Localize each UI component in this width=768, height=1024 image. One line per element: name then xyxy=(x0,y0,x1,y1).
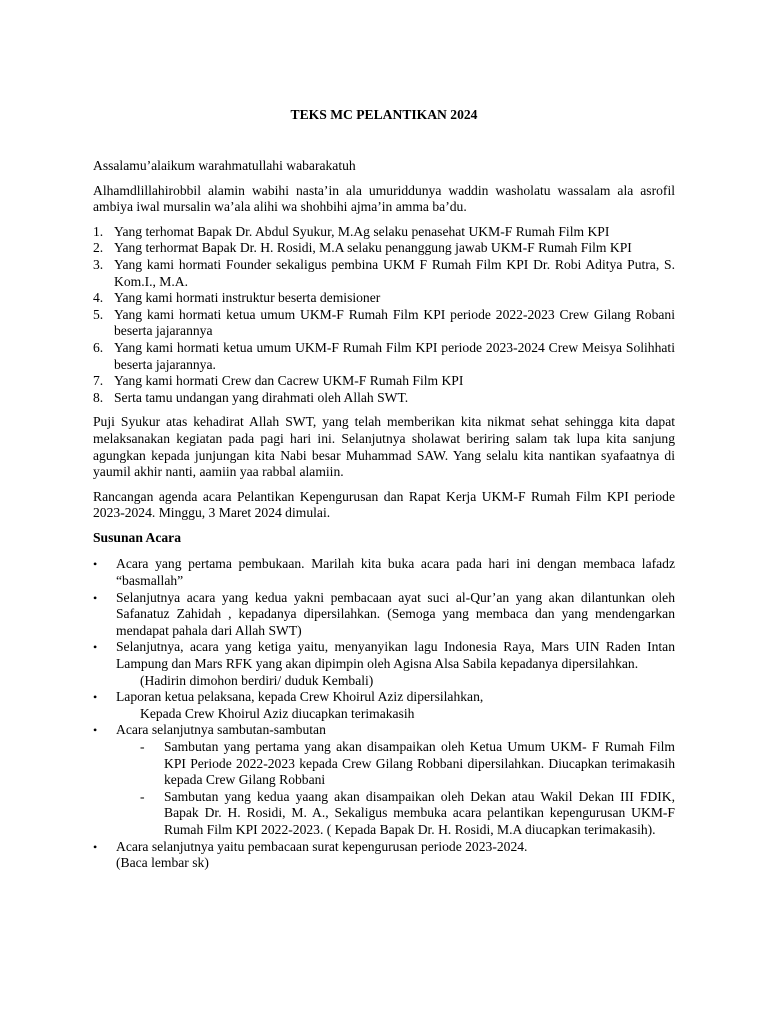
section-heading: Susunan Acara xyxy=(93,529,182,545)
document-body xyxy=(93,158,675,872)
event-note: (Hadirin dimohon berdiri/ duduk Kembali) xyxy=(140,672,374,688)
event-note: (Baca lembar sk) xyxy=(116,855,209,871)
list-item: • Selanjutnya acara yang kedua yakni pembacaan ayat suci al-Qur’an yang akan dilantunkan oleh Safanatuz Zahidah , kepadanya dipersilahkan. (Semoga yang membaca dan yang mendengarkan mendapat pahala dari Allah SWT) xyxy=(93,589,675,638)
list-item: • Acara selanjutnya sambutan-sambutan - Sambutan yang pertama yang akan disampaikan oleh Ketua Umum UKM- F Rumah Film KPI Periode 2022-2023 kepada Crew Gilang Robbani dipersilahkan. Diucapkan terimakasih kepada Crew Gilang Robbani - Sambutan yang kedua yaang akan disampaikan oleh Dekan atau Wakil Dekan III FDIK, Bapak Dr. H. Rosidi, M. A., Sekaligus membuka acara pelantikan kepengurusan UKM-F Rumah Film KPI 2022-2023. ( Kepada Bapak Dr. H. Rosidi, M.A diucapkan terimakasih). xyxy=(93,722,675,837)
event-list xyxy=(93,556,675,871)
list-item: 3. Yang kami hormati Founder sekaligus pembina UKM F Rumah Film KPI Dr. Robi Aditya Putra, S. Kom.I., M.A. xyxy=(93,256,675,289)
bullet-icon: • xyxy=(93,640,98,655)
dash-icon: - xyxy=(140,788,145,804)
list-item: 7. Yang kami hormati Crew dan Cacrew UKM-F Rumah Film KPI xyxy=(93,373,464,389)
list-item: 2. Yang terhormat Bapak Dr. H. Rosidi, M.A selaku penanggung jawab UKM-F Rumah Film KPI xyxy=(93,240,632,256)
gratitude-paragraph: Puji Syukur atas kehadirat Allah SWT, yang telah memberikan kita nikmat sehat sehingga kita dapat melaksanakan kegiatan pada pagi hari ini. Selanjutnya sholawat beriring salam tak lupa kita sanjung agungkan kepada junjungan kita Nabi besar Muhammad SAW. Yang selalu kita nantikan syafaatnya di yaumil akhir nanti, aamiin yaa rabbal alamiin. xyxy=(93,414,675,480)
list-item: • Acara yang pertama pembukaan. Marilah kita buka acara pada hari ini dengan membaca lafadz “basmallah” xyxy=(93,556,675,589)
list-item: 5. Yang kami hormati ketua umum UKM-F Rumah Film KPI periode 2022-2023 Crew Gilang Robani beserta jajarannya xyxy=(93,306,675,339)
event-note: Kepada Crew Khoirul Aziz diucapkan terimakasih xyxy=(140,705,415,721)
list-item: • Laporan ketua pelaksana, kepada Crew Khoirul Aziz dipersilahkan, Kepada Crew Khoirul Aziz diucapkan terimakasih xyxy=(93,689,675,722)
honorifics-list xyxy=(93,224,675,407)
opening-paragraph: Alhamdlillahirobbil alamin wabihi nasta’in ala umuriddunya waddin washolatu wassalam ala asrofil ambiya iwal mursalin wa’ala alihi wa shohbihi ajma’in amma ba’du. xyxy=(93,182,675,215)
sub-list-item: - Sambutan yang kedua yaang akan disampaikan oleh Dekan atau Wakil Dekan III FDIK, Bapak Dr. H. Rosidi, M. A., Sekaligus membuka acara pelantikan kepengurusan UKM-F Rumah Film KPI 2022-2023. ( Kepada Bapak Dr. H. Rosidi, M.A diucapkan terimakasih). xyxy=(140,788,675,837)
sub-list-item: - Sambutan yang pertama yang akan disampaikan oleh Ketua Umum UKM- F Rumah Film KPI Periode 2022-2023 kepada Crew Gilang Robbani dipersilahkan. Diucapkan terimakasih kepada Crew Gilang Robbani xyxy=(140,739,675,788)
agenda-intro-paragraph: Rancangan agenda acara Pelantikan Kepengurusan dan Rapat Kerja UKM-F Rumah Film KPI periode 2023-2024. Minggu, 3 Maret 2024 dimulai. xyxy=(93,488,675,521)
list-item: • Selanjutnya, acara yang ketiga yaitu, menyanyikan lagu Indonesia Raya, Mars UIN Raden Intan Lampung dan Mars RFK yang akan dipimpin oleh Agisna Alsa Sabila kepadanya dipersilahkan. (Hadirin dimohon berdiri/ duduk Kembali) xyxy=(93,639,675,688)
sub-event-list xyxy=(116,739,675,839)
bullet-icon: • xyxy=(93,590,98,605)
bullet-icon: • xyxy=(93,723,98,738)
list-item: 4. Yang kami hormati instruktur beserta demisioner xyxy=(93,290,381,306)
list-item: 1. Yang terhomat Bapak Dr. Abdul Syukur, M.Ag selaku penasehat UKM-F Rumah Film KPI xyxy=(93,223,610,239)
list-item: • Acara selanjutnya yaitu pembacaan surat kepengurusan periode 2023-2024. (Baca lembar sk) xyxy=(93,839,675,872)
list-item: 6. Yang kami hormati ketua umum UKM-F Rumah Film KPI periode 2023-2024 Crew Meisya Solihhati beserta jajarannya. xyxy=(93,339,675,372)
dash-icon: - xyxy=(140,739,145,754)
bullet-icon: • xyxy=(93,557,98,572)
bullet-icon: • xyxy=(93,690,98,705)
list-item: 8. Serta tamu undangan yang dirahmati oleh Allah SWT. xyxy=(93,389,409,405)
document-title: TEKS MC PELANTIKAN 2024 xyxy=(290,107,478,122)
greeting-paragraph: Assalamu’alaikum warahmatullahi wabarakatuh xyxy=(93,158,356,173)
bullet-icon: • xyxy=(93,839,98,854)
